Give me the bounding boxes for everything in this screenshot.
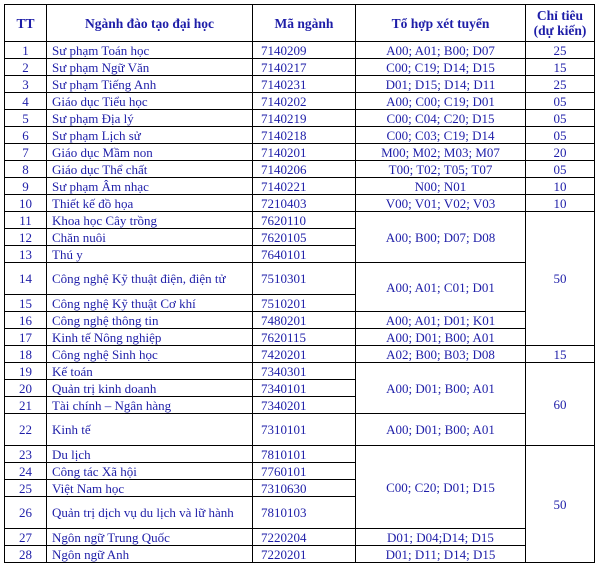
row-name: Du lịch	[47, 446, 253, 463]
row-tt: 3	[5, 76, 47, 93]
table-row	[5, 144, 595, 161]
row-combo: C00; C03; C19; D14	[356, 127, 526, 144]
row-tt: 21	[5, 397, 47, 414]
row-code: 7640101	[253, 246, 356, 263]
header-combo: Tổ hợp xét tuyển	[356, 5, 526, 42]
row-tt: 28	[5, 546, 47, 563]
row-combo: T00; T02; T05; T07	[356, 161, 526, 178]
row-code: 7210403	[253, 195, 356, 212]
row-combo: A00; D01; B00; A01	[356, 329, 526, 346]
row-quota: 10	[526, 178, 595, 195]
row-code: 7810101	[253, 446, 356, 463]
row-tt: 17	[5, 329, 47, 346]
row-code: 7140209	[253, 42, 356, 59]
row-tt: 20	[5, 380, 47, 397]
row-combo: C00; C19; D14; D15	[356, 59, 526, 76]
row-tt: 25	[5, 480, 47, 497]
row-tt: 24	[5, 463, 47, 480]
table-row	[5, 110, 595, 127]
row-code: 7620115	[253, 329, 356, 346]
row-tt: 18	[5, 346, 47, 363]
row-combo: D01; D15; D14; D11	[356, 76, 526, 93]
row-name: Ngôn ngữ Anh	[47, 546, 253, 563]
row-code: 7480201	[253, 312, 356, 329]
table-row	[5, 59, 595, 76]
table-row	[5, 329, 595, 346]
row-tt: 19	[5, 363, 47, 380]
table-row	[5, 76, 595, 93]
row-tt: 10	[5, 195, 47, 212]
row-quota: 20	[526, 144, 595, 161]
merged-quota: 50	[526, 446, 595, 563]
row-code: 7140218	[253, 127, 356, 144]
row-combo: A02; B00; B03; D08	[356, 346, 526, 363]
row-name: Sư phạm Tiếng Anh	[47, 76, 253, 93]
merged-combo: C00; C20; D01; D15	[356, 446, 526, 529]
row-name: Thiết kế đồ họa	[47, 195, 253, 212]
row-quota: 05	[526, 127, 595, 144]
row-tt: 5	[5, 110, 47, 127]
row-name: Ngôn ngữ Trung Quốc	[47, 529, 253, 546]
table-row	[5, 446, 595, 463]
table-row	[5, 212, 595, 229]
row-code: 7510301	[253, 263, 356, 295]
admissions-table	[4, 4, 595, 563]
row-name: Giáo dục Thể chất	[47, 161, 253, 178]
row-name: Giáo dục Tiểu học	[47, 93, 253, 110]
table-row	[5, 263, 595, 295]
row-code: 7140219	[253, 110, 356, 127]
row-tt: 1	[5, 42, 47, 59]
merged-quota: 50	[526, 212, 595, 346]
row-tt: 2	[5, 59, 47, 76]
table-row	[5, 546, 595, 563]
row-code: 7760101	[253, 463, 356, 480]
table-row	[5, 161, 595, 178]
row-quota: 05	[526, 93, 595, 110]
row-name: Khoa học Cây trồng	[47, 212, 253, 229]
row-tt: 6	[5, 127, 47, 144]
row-name: Sư phạm Lịch sử	[47, 127, 253, 144]
merged-quota: 60	[526, 363, 595, 446]
row-combo: A00; C00; C19; D01	[356, 93, 526, 110]
row-quota: 10	[526, 195, 595, 212]
row-code: 7220201	[253, 546, 356, 563]
row-combo: A00; A01; D01; K01	[356, 312, 526, 329]
merged-combo: A00; D01; B00; A01	[356, 363, 526, 414]
row-tt: 8	[5, 161, 47, 178]
row-code: 7140202	[253, 93, 356, 110]
header-code: Mã ngành	[253, 5, 356, 42]
row-code: 7140217	[253, 59, 356, 76]
table-row	[5, 529, 595, 546]
table-row	[5, 312, 595, 329]
row-code: 7620110	[253, 212, 356, 229]
row-name: Kế toán	[47, 363, 253, 380]
row-name: Tài chính – Ngân hàng	[47, 397, 253, 414]
table-row	[5, 93, 595, 110]
header-tt: TT	[5, 5, 47, 42]
row-code: 7140231	[253, 76, 356, 93]
row-tt: 13	[5, 246, 47, 263]
row-tt: 4	[5, 93, 47, 110]
row-name: Kinh tế Nông nghiệp	[47, 329, 253, 346]
row-code: 7220204	[253, 529, 356, 546]
table-row	[5, 195, 595, 212]
row-tt: 26	[5, 497, 47, 529]
row-code: 7510201	[253, 295, 356, 312]
row-name: Kinh tế	[47, 414, 253, 446]
row-tt: 14	[5, 263, 47, 295]
table-row	[5, 414, 595, 446]
merged-combo: A00; A01; C01; D01	[356, 263, 526, 312]
merged-combo: A00; B00; D07; D08	[356, 212, 526, 263]
table-row	[5, 346, 595, 363]
row-name: Công tác Xã hội	[47, 463, 253, 480]
table-row	[5, 363, 595, 380]
row-name: Công nghệ thông tin	[47, 312, 253, 329]
row-name: Sư phạm Địa lý	[47, 110, 253, 127]
row-name: Giáo dục Mầm non	[47, 144, 253, 161]
row-code: 7420201	[253, 346, 356, 363]
row-code: 7310101	[253, 414, 356, 446]
row-name: Công nghệ Kỹ thuật Cơ khí	[47, 295, 253, 312]
table-row	[5, 42, 595, 59]
row-combo: V00; V01; V02; V03	[356, 195, 526, 212]
row-tt: 7	[5, 144, 47, 161]
row-code: 7810103	[253, 497, 356, 529]
row-name: Chăn nuôi	[47, 229, 253, 246]
row-combo: A00; A01; B00; D07	[356, 42, 526, 59]
row-quota: 05	[526, 161, 595, 178]
header-name: Ngành đào tạo đại học	[47, 5, 253, 42]
row-combo: C00; C04; C20; D15	[356, 110, 526, 127]
row-tt: 9	[5, 178, 47, 195]
row-name: Công nghệ Kỹ thuật điện, điện tử	[47, 263, 253, 295]
row-tt: 16	[5, 312, 47, 329]
row-tt: 11	[5, 212, 47, 229]
row-code: 7140201	[253, 144, 356, 161]
row-tt: 15	[5, 295, 47, 312]
row-quota: 25	[526, 76, 595, 93]
header-row	[5, 5, 595, 42]
row-combo: A00; D01; B00; A01	[356, 414, 526, 446]
row-quota: 25	[526, 42, 595, 59]
row-name: Quản trị dịch vụ du lịch và lữ hành	[47, 497, 253, 529]
row-quota: 15	[526, 59, 595, 76]
header-quota: Chỉ tiêu (dự kiến)	[526, 5, 595, 42]
row-code: 7340201	[253, 397, 356, 414]
row-combo: D01; D04;D14; D15	[356, 529, 526, 546]
row-quota: 15	[526, 346, 595, 363]
table-row	[5, 127, 595, 144]
row-name: Sư phạm Toán học	[47, 42, 253, 59]
row-name: Sư phạm Âm nhạc	[47, 178, 253, 195]
row-combo: M00; M02; M03; M07	[356, 144, 526, 161]
row-code: 7620105	[253, 229, 356, 246]
row-quota: 05	[526, 110, 595, 127]
row-tt: 12	[5, 229, 47, 246]
row-code: 7140206	[253, 161, 356, 178]
row-code: 7340301	[253, 363, 356, 380]
row-combo: N00; N01	[356, 178, 526, 195]
row-code: 7340101	[253, 380, 356, 397]
table-row	[5, 178, 595, 195]
row-tt: 22	[5, 414, 47, 446]
row-name: Việt Nam học	[47, 480, 253, 497]
row-tt: 23	[5, 446, 47, 463]
row-combo: D01; D11; D14; D15	[356, 546, 526, 563]
row-name: Quản trị kinh doanh	[47, 380, 253, 397]
row-tt: 27	[5, 529, 47, 546]
row-name: Công nghệ Sinh học	[47, 346, 253, 363]
row-code: 7140221	[253, 178, 356, 195]
row-name: Sư phạm Ngữ Văn	[47, 59, 253, 76]
row-code: 7310630	[253, 480, 356, 497]
row-name: Thú y	[47, 246, 253, 263]
